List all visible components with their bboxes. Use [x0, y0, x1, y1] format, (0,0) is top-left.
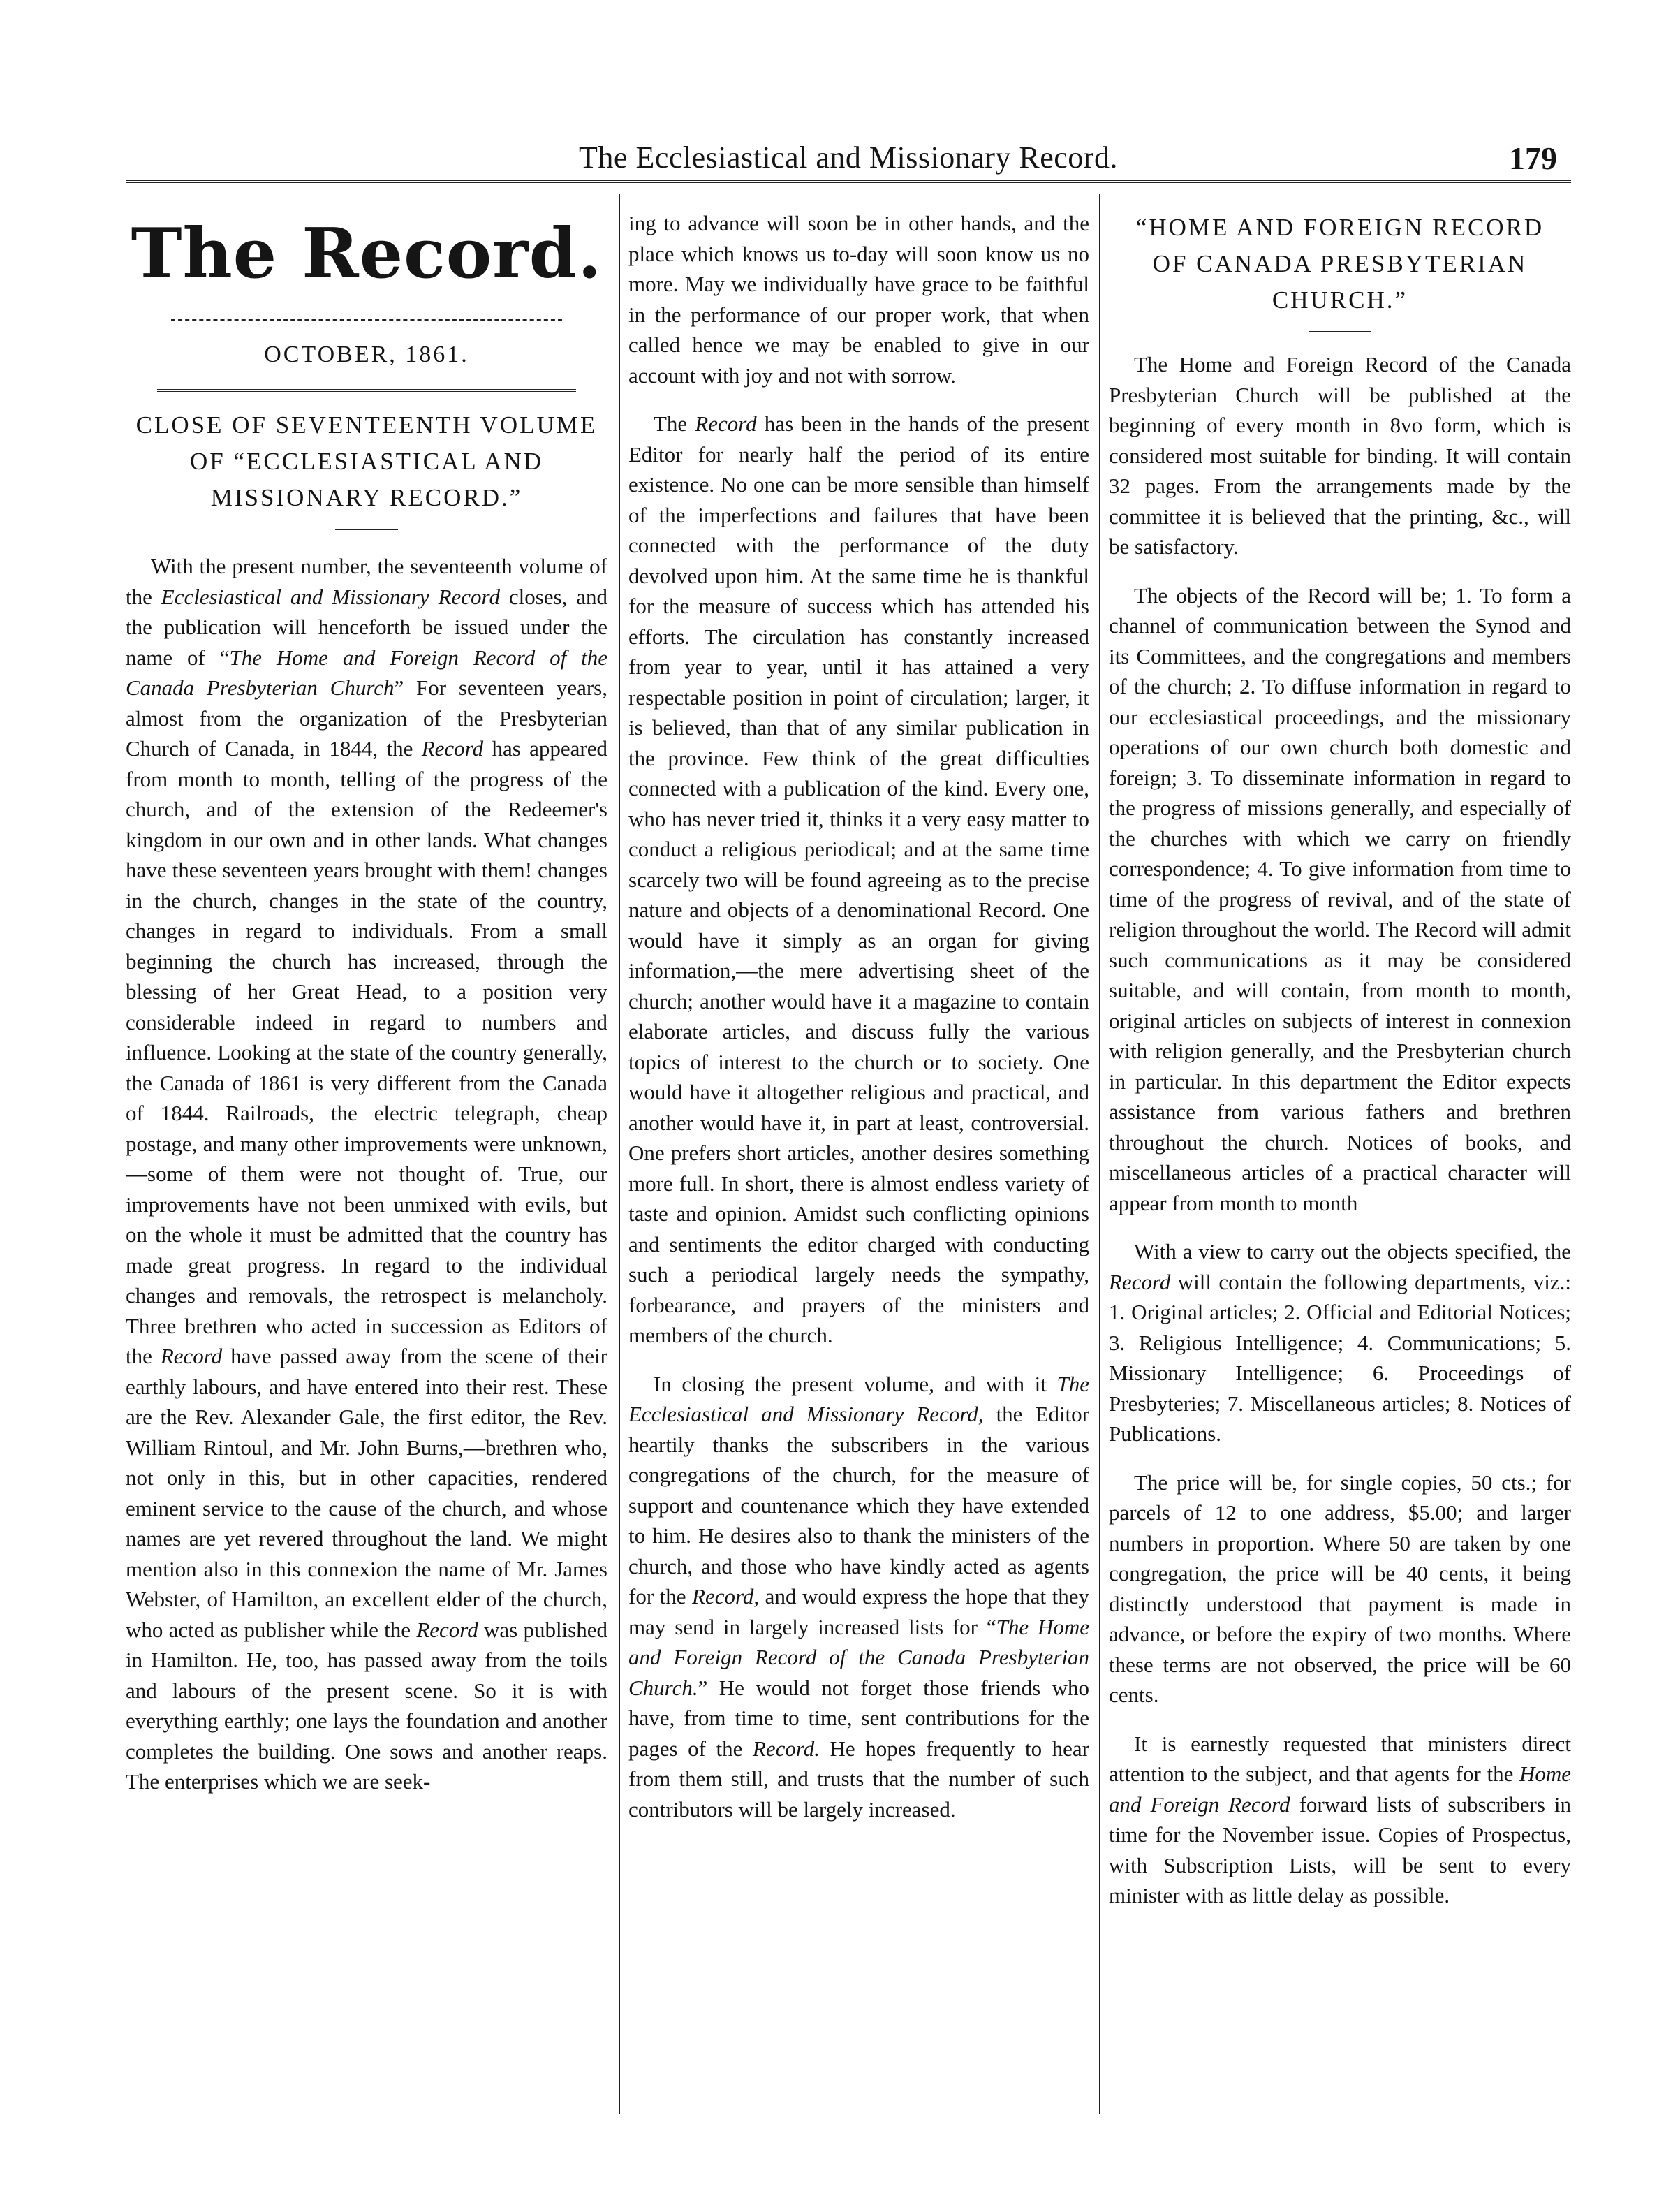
dateline: OCTOBER, 1861.	[264, 342, 469, 367]
paragraph: The Home and Foreign Record of the Canada Presbyterian Church will be published at the beginning of every month in 8vo form, which is considered most suitable for binding. It will contain 32 pages. From the arrangements made by the committee it is believed that the printing, &c., will be satisfactory.	[1109, 352, 1571, 559]
paragraph: The price will be, for single copies, 50 cts.; for parcels of 12 to one address, $5.00; and larger numbers in proportion. Where 50 are taken by one congregation, the price will be 40 cents, it being distinctly understood that payment is made in advance, or before the expiry of two months. Where these terms are not observed, the price will be 60 cents.	[1109, 1470, 1571, 1707]
article-body	[126, 551, 607, 1797]
paragraph: ing to advance will soon be in other hands, and the place which knows us to-day will soon know us no more. May we individually have grace to be faithful in the performance of our proper work, that when called hence we may be enabled to give in our account with joy and not with sorrow.	[628, 211, 1089, 388]
column-1	[126, 194, 607, 2135]
column-divider	[1099, 194, 1100, 2114]
paragraph: The objects of the Record will be; 1. To form a channel of communication between the Synod and its Committees, and the congregations and members of the church; 2. To diffuse information in regard to our ecclesiastical proceedings, and the missionary operations of our own church both domestic and foreign; 3. To disseminate information in regard to the progress of missions generally, and especially of the churches with which we carry on friendly correspondence; 4. To give information from time to time of the progress of revival, and of the state of religion throughout the world. The Record will admit such communications as it may be considered suitable, and will contain, from month to month, original articles on subjects of interest in connexion with religion generally, and the Presbyterian church in particular. In this department the Editor expects assistance from various fathers and brethren throughout the church. Notices of books, and miscellaneous articles of a practical character will appear from month to month	[1109, 583, 1571, 1215]
paragraph: The Record has been in the hands of the present Editor for nearly half the period of its entire existence. No one can be more sensible than himself of the imperfections and failures that have been connected with the performance of the duty devolved upon him. At the same time he is thankful for the measure of success which has attended his efforts. The circulation has constantly increased from year to year, until it has attained a very respectable position in point of circulation; larger, it is believed, than that of any similar publication in the province. Few think of the great difficulties connected with a publication of the kind. Every one, who has never tried it, thinks it a very easy matter to conduct a religious periodical; and at the same time scarcely two will be found agreeing as to the precise nature and objects of a denominational Record. One would have it simply as an organ for giving information,—the mere advertising sheet of the church; another would have it a magazine to contain elaborate articles, and discuss fully the various topics of interest to the church or to society. One would have it altogether religious and practical, and another would have it, in part at least, controversial. One prefers short articles, another desires something more full. In short, there is almost endless variety of taste and opinion. Amidst such conflicting opinions and sentiments the editor charged with conducting such a periodical largely needs the sympathy, forbearance, and prayers of the ministers and members of the church.	[628, 411, 1089, 1347]
running-title: The Ecclesiastical and Missionary Record.	[579, 140, 1118, 175]
masthead: The Record.	[131, 214, 603, 294]
paragraph: With a view to carry out the objects specified, the Record will contain the following departments, viz.: 1. Original articles; 2. Official and Editorial Notices; 3. Religious Intelligence; 4. Communications; 5. Missionary Intelligence; 6. Proceedings of Presbyteries; 7. Miscellaneous articles; 8. Notices of Publications.	[1109, 1239, 1571, 1446]
article-heading-close-of-volume: CLOSE OF SEVENTEENTH VOLUME OF “ECCLESIASTICAL AND MISSIONARY RECORD.”	[135, 411, 598, 511]
paragraph: With the present number, the seventeenth volume of the Ecclesiastical and Missionary Record closes, and the publication will henceforth be issued under the name of “The Home and Foreign Record of the Canada Presbyterian Church” For seventeen years, almost from the organization of the Presbyterian Church of Canada, in 1844, the Record has appeared from month to month, telling of the progress of the church, and of the extension of the Redeemer's kingdom in our own and in other lands. What changes have these seventeen years brought with them! changes in the church, changes in the state of the country, changes in regard to individuals. From a small beginning the church has increased, through the blessing of her Great Head, to a position very considerable indeed in regard to numbers and influence. Looking at the state of the country generally, the Canada of 1861 is very different from the Canada of 1844. Railroads, the electric telegraph, cheap postage, and many other improvements were unknown,—some of them were not thought of. True, our improvements have not been unmixed with evils, but on the whole it must be admitted that the country has made great progress. In regard to the individual changes and removals, the retrospect is melancholy. Three brethren who acted in succession as Editors of the Record have passed away from the scene of their earthly labours, and have entered into their rest. These are the Rev. Alexander Gale, the first editor, the Rev. William Rintoul, and Mr. John Burns,—brethren who, not only in this, but in other capacities, rendered eminent service to the cause of the church, and whose names are yet revered throughout the land. We might mention also in this connexion the name of Mr. James Webster, of Hamilton, an excellent elder of the church, who acted as publisher while the Record was published in Hamilton. He, too, has passed away from the toils and labours of the present scene. So it is with everything earthly; one lays the foundation and another completes the building. One sows and another reaps. The enterprises which we are seek-	[126, 554, 607, 1794]
paragraph: In closing the present volume, and with it The Ecclesiastical and Missionary Record, the Editor heartily thanks the subscribers in the various congregations of the church, for the measure of support and countenance which they have extended to him. He desires also to thank the ministers of the church, and those who have kindly acted as agents for the Record, and would express the hope that they may send in largely increased lists for “The Home and Foreign Record of the Canada Presbyterian Church.” He would not forget those friends who have, from time to time, sent contributions for the pages of the Record. He hopes frequently to hear from them still, and trusts that the number of such contributors will be largely increased.	[628, 1371, 1089, 1822]
heading-rule	[1309, 331, 1371, 332]
masthead-rule	[171, 319, 562, 321]
announcement-body	[1109, 349, 1571, 1911]
paragraph: It is earnestly requested that ministers direct attention to the subject, and that agents for the Home and Foreign Record forward lists of subscribers in time for the November issue. Copies of Prospectus, with Subscription Lists, will be sent to every minister with as little delay as possible.	[1109, 1731, 1571, 1907]
article-heading-home-and-foreign-record: “HOME AND FOREIGN RECORD OF CANADA PRESBYTERIAN CHURCH.”	[1135, 214, 1545, 314]
column-divider	[619, 194, 620, 2114]
page-number: 179	[1509, 140, 1557, 176]
column-3	[1109, 194, 1571, 2135]
running-head	[126, 140, 1571, 182]
dateline-rule	[157, 389, 576, 392]
header-rule	[126, 180, 1571, 183]
column-2	[628, 194, 1089, 2135]
heading-rule	[335, 529, 398, 530]
article-body-continued	[628, 208, 1089, 1824]
